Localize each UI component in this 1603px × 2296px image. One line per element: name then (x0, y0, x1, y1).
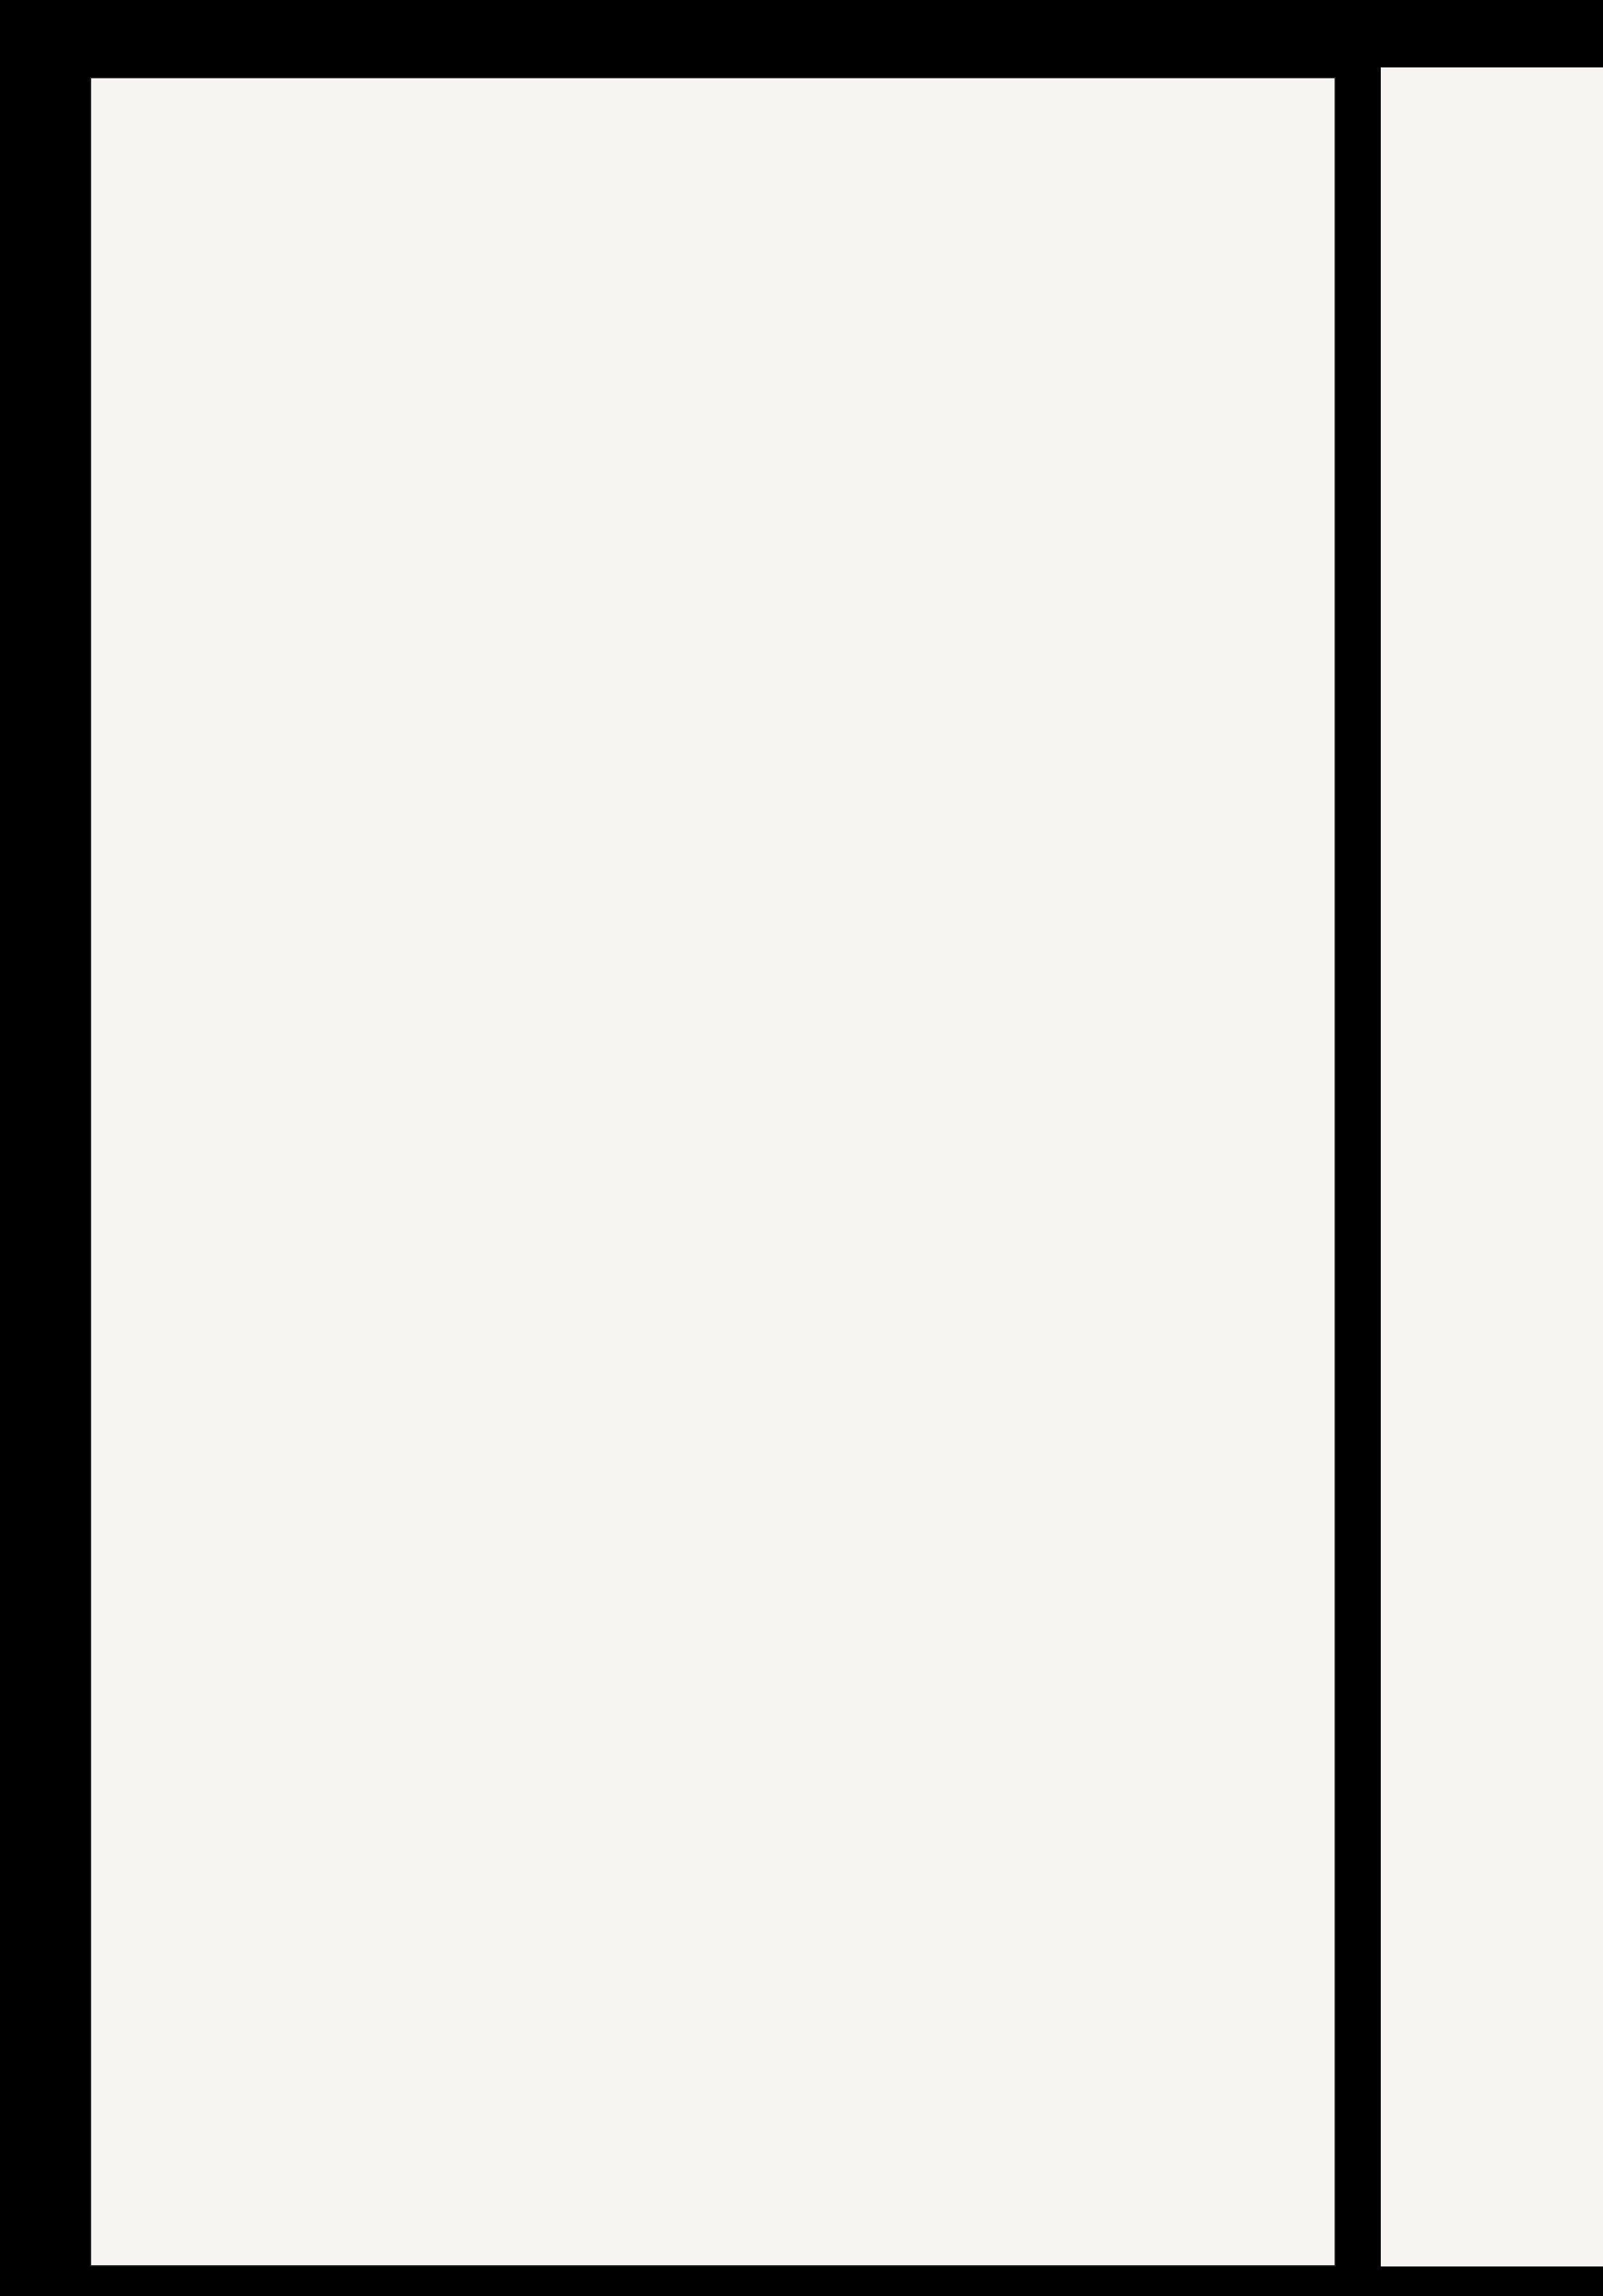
book-page (90, 77, 1336, 2266)
next-page-edge (1381, 67, 1603, 2266)
